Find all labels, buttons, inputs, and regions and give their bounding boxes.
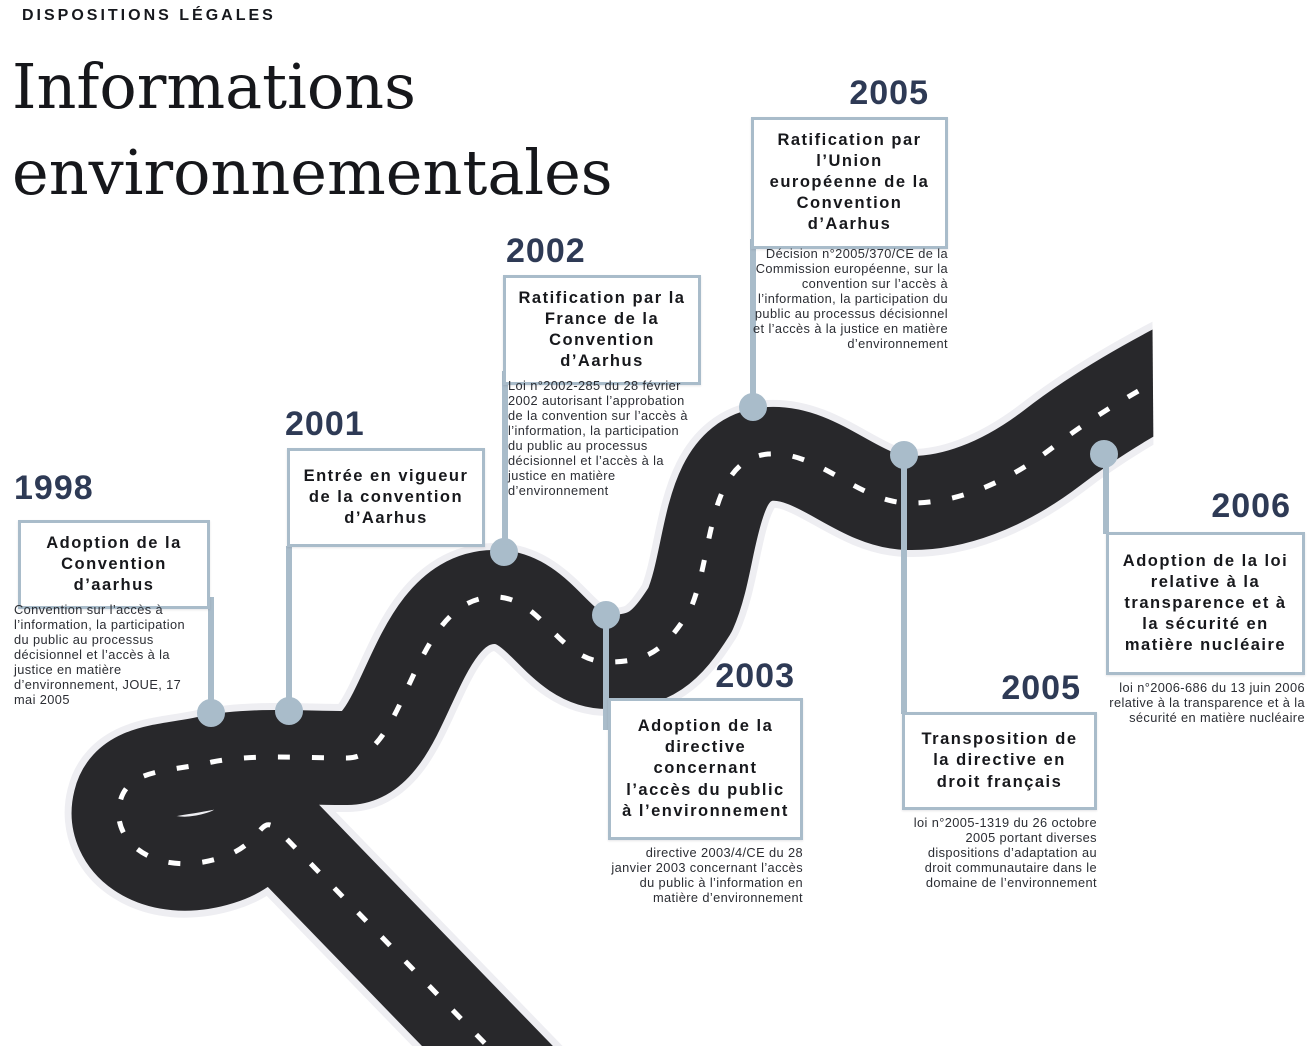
event-title-box-2001 bbox=[287, 448, 485, 547]
event-title-box-1998 bbox=[18, 520, 210, 609]
event-description-2005-eu: Décision n°2005/370/CE de la Commission européenne, sur la convention sur l’accès à l’information, la participation du public au processus décisionnel et l’accès à la justice en matière d’environnement bbox=[753, 246, 948, 351]
event-year-2006: 2006 bbox=[1211, 487, 1291, 525]
event-year-2005-eu: 2005 bbox=[849, 74, 929, 112]
event-year-2001: 2001 bbox=[285, 405, 365, 443]
event-year-2002: 2002 bbox=[506, 232, 586, 270]
timeline-dot-2005-eu bbox=[742, 396, 764, 418]
event-year-2003: 2003 bbox=[715, 657, 795, 695]
event-description-1998: Convention sur l’accès à l’information, la participation du public au processus décisionnel et l’accès à la justice en matière d’environnement, JOUE, 17 mai 2005 bbox=[14, 602, 186, 707]
timeline-dot-2006 bbox=[1093, 443, 1115, 465]
event-title-box-2005-fr bbox=[902, 712, 1097, 810]
event-description-2003: directive 2003/4/CE du 28 janvier 2003 concernant l’accès du public à l’information en matière d’environnement bbox=[611, 845, 803, 905]
timeline-dot-2002 bbox=[493, 541, 515, 563]
timeline-dot-2005-fr bbox=[893, 444, 915, 466]
event-description-2002: Loi n°2002-285 du 28 février 2002 autorisant l’approbation de la convention sur l’accès à l’information, la participation du public au processus décisionnel et l’accès à la justice en matière d’environnement bbox=[508, 378, 688, 498]
event-year-2005-fr: 2005 bbox=[1001, 669, 1081, 707]
eyebrow-label: DISPOSITIONS LÉGALES bbox=[22, 7, 276, 24]
event-title-1998: Adoption de la Convention d’aarhus bbox=[46, 534, 182, 595]
event-title-box-2003 bbox=[608, 698, 803, 840]
event-description-2006: loi n°2006-686 du 13 juin 2006 relative à la transparence et à la sécurité en matière nucléaire bbox=[1109, 680, 1305, 725]
event-title-box-2005-eu bbox=[751, 117, 948, 249]
event-title-2003: Adoption de la directive concernant l’accès du public à l’environnement bbox=[622, 717, 789, 820]
timeline-dot-2003 bbox=[595, 604, 617, 626]
event-year-1998: 1998 bbox=[14, 469, 94, 507]
timeline-dot-1998 bbox=[200, 702, 222, 724]
event-title-box-2002 bbox=[503, 275, 701, 385]
event-title-2002: Ratification par la France de la Convention d’Aarhus bbox=[518, 289, 686, 371]
event-title-2005-fr: Transposition de la directive en droit français bbox=[921, 730, 1078, 791]
event-title-box-2006 bbox=[1106, 532, 1305, 675]
page-title: Informations environnementales bbox=[12, 50, 613, 209]
event-title-2006: Adoption de la loi relative à la transparence et à la sécurité en matière nucléaire bbox=[1122, 551, 1289, 655]
event-title-2001: Entrée en vigueur de la convention d’Aarhus bbox=[303, 466, 469, 528]
event-description-2005-fr: loi n°2005-1319 du 26 octobre 2005 portant diverses dispositions d’adaptation au droit communautaire dans le domaine de l’environnement bbox=[913, 815, 1097, 890]
event-title-2005-eu: Ratification par l’Union européenne de la Convention d’Aarhus bbox=[769, 131, 930, 234]
timeline-dot-2001 bbox=[278, 700, 300, 722]
